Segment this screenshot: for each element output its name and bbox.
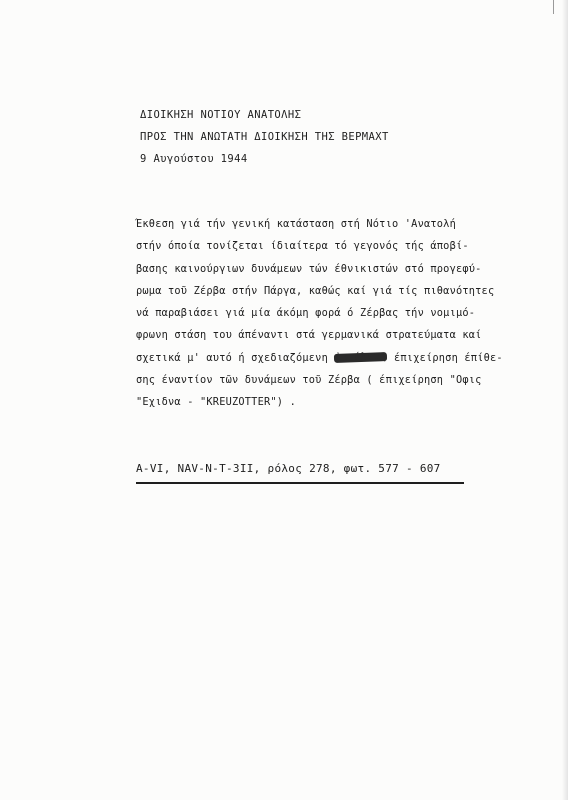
page-edge-shadow xyxy=(562,0,568,800)
corner-mark xyxy=(553,0,554,14)
body-line-4: ρωμα τοῦ Ζέρβα στήν Πάργα, καθώς καί γιά τίς πιθανότητες xyxy=(136,284,495,297)
body-line-7-end: έπιχείρηση έπίθε- xyxy=(387,351,503,364)
body-line-2: στήν όποία τονίζεται ίδιαίτερα τό γεγονός τής άποβί- xyxy=(136,240,469,253)
archive-reference: A-VI, NAV-N-T-3II, ρόλος 278, φωτ. 577 - 607 xyxy=(136,462,441,475)
header-date: 9 Αυγούστου 1944 xyxy=(140,153,248,165)
body-line-5: νά παραβιάσει γιά μία άκόμη φορά ό Ζέρβας τήν νομιμό- xyxy=(136,307,476,320)
body-line-7 xyxy=(136,347,526,369)
body-line-9: "Εχιδνα - "KREUZOTTER") . xyxy=(136,396,296,409)
body-line-1: Έκθεση γιά τήν γενική κατάσταση στή Νότιο 'Ανατολή xyxy=(136,218,456,230)
reference-underline xyxy=(136,482,464,484)
body-line-8: σης έναντίον τῶν δυνάμεων τοῦ Ζέρβα ( έπιχείρηση "Οφις xyxy=(136,374,482,387)
body-line-3: βασης καινούργιων δυνάμεων τών έθνικιστών στό προγεφύ- xyxy=(136,262,482,275)
header-recipient: ΠΡΟΣ ΤΗΝ ΑΝΩΤΑΤΗ ΔΙΟΙΚΗΣΗ ΤΗΣ ΒΕΡΜΑΧΤ xyxy=(140,131,389,143)
body-line-7-start: σχετικά μ' αυτό ή σχεδιαζόμενη xyxy=(136,351,335,364)
header-command: ΔΙΟΙΚΗΣΗ ΝΟΤΙΟΥ ΑΝΑΤΟΛΗΣ xyxy=(140,109,302,121)
body-line-6: φρωνη στάση του άπέναντι στά γερμανικά στρατεύματα καί xyxy=(136,329,482,342)
struck-out-word: ἐκτέλεση xyxy=(335,350,387,365)
document-body xyxy=(136,213,526,414)
document-header xyxy=(140,104,389,170)
